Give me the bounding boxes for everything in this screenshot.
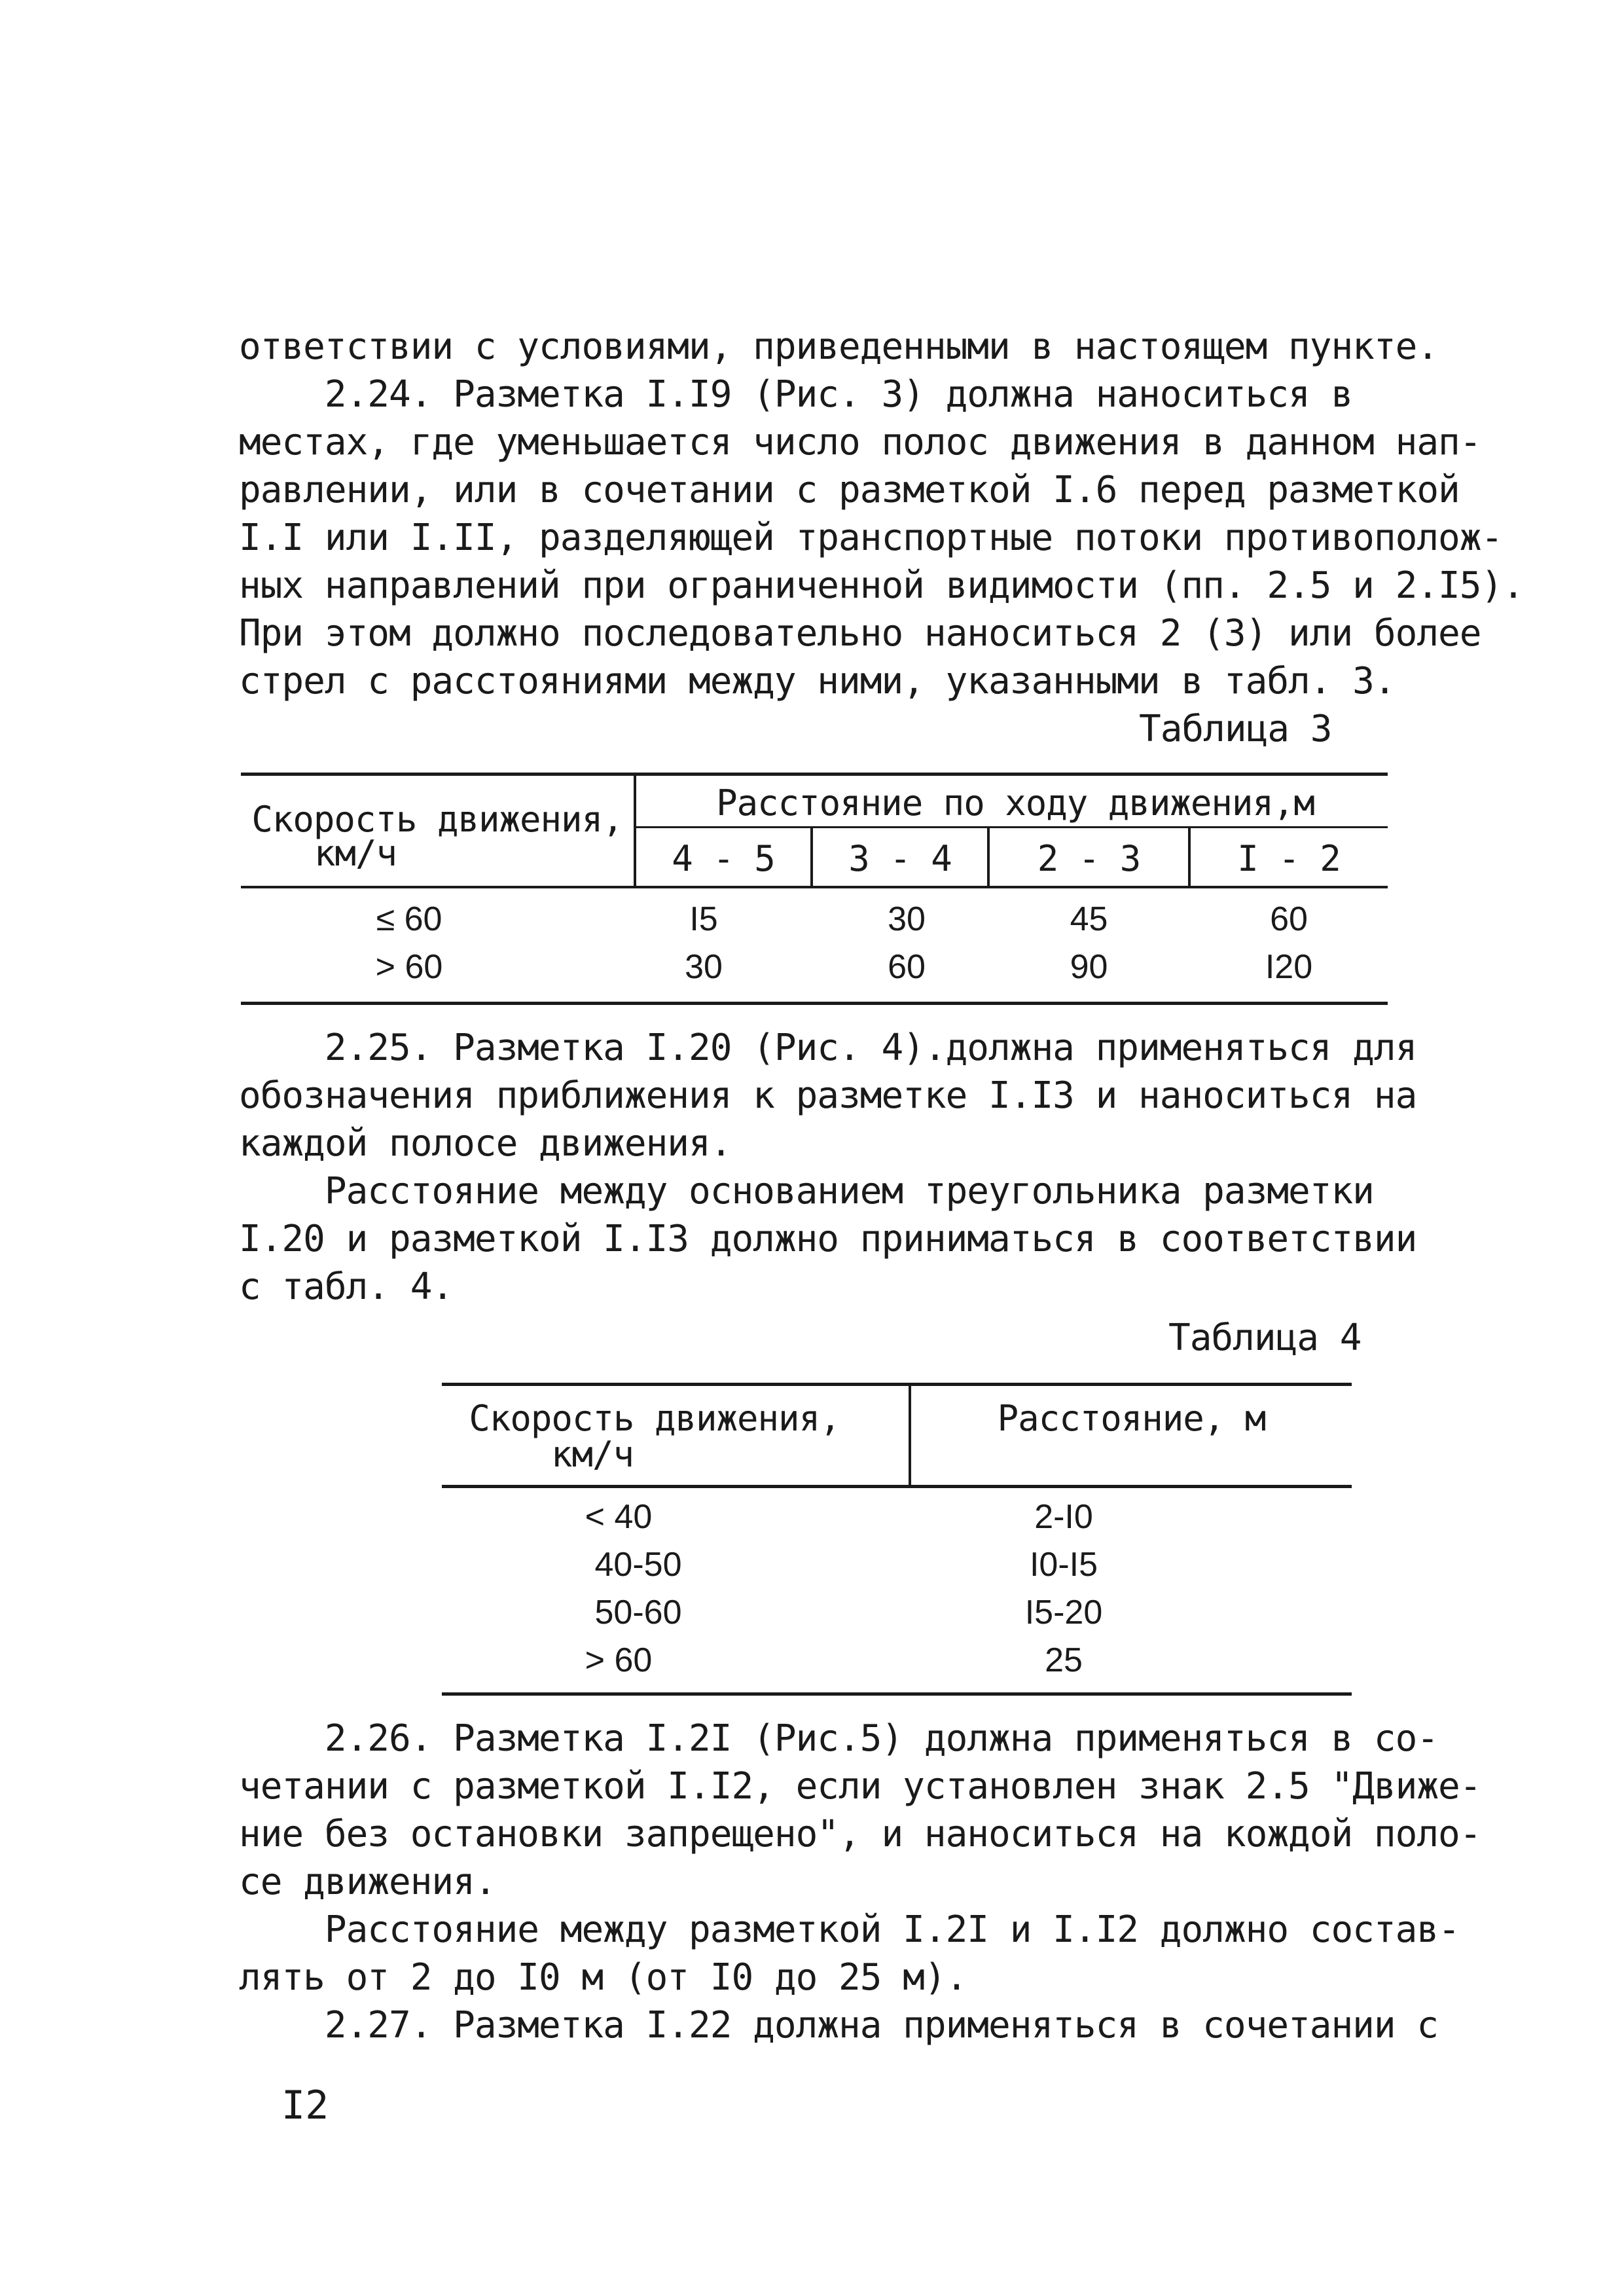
distance-header: Расстояние по ходу движения,м	[716, 782, 1314, 824]
table-top-rule	[442, 1383, 1352, 1386]
speed-unit: км/ч	[314, 833, 397, 874]
speed-cell: ≤ 60	[376, 900, 442, 938]
distance-cell: 2-I0	[1034, 1498, 1093, 1536]
text-line: I.I или I.II, разделяющей транспортные потоки противополож-	[239, 517, 1503, 559]
distance-cell: 25	[1045, 1641, 1083, 1679]
value-cell: 60	[888, 948, 926, 986]
distance-cell: I0-I5	[1029, 1546, 1098, 1584]
text-line: ние без остановки запрещено", и наноситься на кождой поло-	[239, 1813, 1481, 1855]
text-line: 2.27. Разметка I.22 должна применяться в сочетании с	[239, 2004, 1439, 2047]
value-cell: 60	[1270, 900, 1308, 938]
column-header: 4 - 5	[672, 838, 775, 879]
table-4-caption: Таблица 4	[1168, 1317, 1362, 1359]
text-line: При этом должно последовательно наноситься 2 (3) или более	[239, 612, 1481, 655]
table-bottom-rule	[442, 1692, 1352, 1696]
text-line: четании с разметкой I.I2, если установлен знак 2.5 "Движе-	[239, 1765, 1481, 1808]
text-line: I.20 и разметкой I.I3 должно приниматься в соответствии	[239, 1218, 1417, 1260]
header-bottom-rule	[442, 1485, 1352, 1488]
speed-unit: км/ч	[550, 1434, 634, 1475]
header-divider	[634, 826, 1388, 828]
speed-cell: > 60	[585, 1641, 653, 1679]
speed-cell: < 40	[585, 1498, 653, 1536]
text-line: ответствии с условиями, приведенными в настоящем пункте.	[239, 325, 1439, 368]
distance-cell: I5-20	[1024, 1594, 1103, 1631]
text-line: обозначения приближения к разметке I.I3 и наноситься на	[239, 1074, 1417, 1117]
value-cell: 30	[888, 900, 926, 938]
column-header: I - 2	[1237, 838, 1341, 879]
value-cell: I5	[689, 900, 718, 938]
table-3-caption: Таблица 3	[1139, 708, 1332, 750]
text-line: 2.24. Разметка I.I9 (Рис. 3) должна наноситься в	[239, 373, 1353, 416]
text-line: каждой полосе движения.	[239, 1122, 732, 1165]
text-line: се движения.	[239, 1861, 496, 1903]
text-line: местах, где уменьшается число полос движения в данном нап-	[239, 421, 1481, 464]
text-line: 2.25. Разметка I.20 (Рис. 4).должна применяться для	[239, 1027, 1417, 1069]
value-cell: 45	[1070, 900, 1108, 938]
text-line: 2.26. Разметка I.2I (Рис.5) должна применяться в со-	[239, 1717, 1439, 1760]
speed-header: Скорость движения,	[251, 799, 623, 840]
table-bottom-rule	[241, 1002, 1388, 1005]
header-bottom-rule	[241, 886, 1388, 888]
text-line: равлении, или в сочетании с разметкой I.6 перед разметкой	[239, 469, 1460, 511]
text-line: стрел с расстояниями между ними, указанными в табл. 3.	[239, 660, 1396, 702]
text-line: ных направлений при ограниченной видимости (пп. 2.5 и 2.I5).	[239, 564, 1524, 607]
speed-cell: > 60	[375, 948, 443, 986]
value-cell: I20	[1265, 948, 1313, 986]
value-cell: 30	[685, 948, 723, 986]
text-line: Расстояние между разметкой I.2I и I.I2 должно состав-	[239, 1908, 1460, 1951]
column-header: 2 - 3	[1037, 838, 1141, 879]
distance-header: Расстояние, м	[997, 1398, 1266, 1439]
text-line: лять от 2 до I0 м (от I0 до 25 м).	[239, 1956, 967, 1999]
value-cell: 90	[1070, 948, 1108, 986]
speed-cell: 40-50	[594, 1546, 682, 1584]
column-header: 3 - 4	[848, 838, 952, 879]
text-line: с табл. 4.	[239, 1266, 454, 1308]
table-top-rule	[241, 773, 1388, 776]
page-number: I2	[281, 2083, 329, 2128]
speed-cell: 50-60	[594, 1594, 682, 1631]
speed-header: Скорость движения,	[469, 1398, 840, 1439]
text-line: Расстояние между основанием треугольника разметки	[239, 1170, 1374, 1212]
